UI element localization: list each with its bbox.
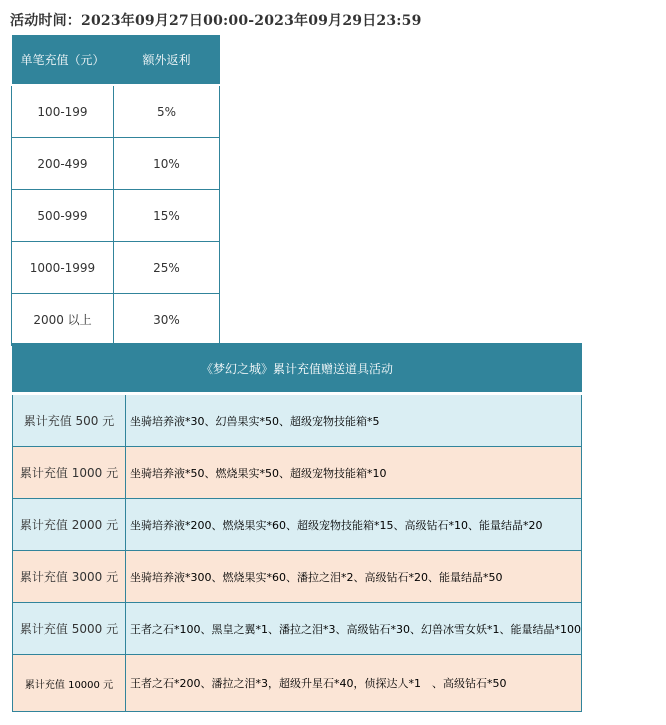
- amount-cell: 500-999: [12, 190, 114, 242]
- gift-table: [12, 343, 582, 712]
- rebate-table-header: [12, 35, 220, 85]
- amount-cell: 200-499: [12, 138, 114, 190]
- gift-table-header: [13, 344, 582, 394]
- amount-cell: 2000 以上: [12, 294, 114, 346]
- rewards-cell: 坐骑培养液*50、燃烧果实*50、超级宠物技能箱*10: [126, 447, 582, 499]
- tier-label: 累计充值 5000 元: [13, 603, 126, 655]
- activity-time: 活动时间：2023年09月27日00:00-2023年09月29日23:59: [10, 13, 422, 29]
- rebate-table: [11, 35, 220, 346]
- table-row: [13, 551, 582, 603]
- rebate-cell: 25%: [114, 242, 220, 294]
- rebate-cell: 10%: [114, 138, 220, 190]
- tier-label: 累计充值 1000 元: [13, 447, 126, 499]
- rebate-cell: 5%: [114, 85, 220, 138]
- table-row: [12, 138, 220, 190]
- table-row: [12, 242, 220, 294]
- table-row: [13, 603, 582, 655]
- table-row: [12, 190, 220, 242]
- table-row: [12, 85, 220, 138]
- column-header-rebate: 额外返利: [114, 35, 220, 85]
- column-header-amount: 单笔充值（元）: [12, 35, 114, 85]
- tier-label: 累计充值 500 元: [13, 394, 126, 447]
- rebate-cell: 30%: [114, 294, 220, 346]
- rewards-cell: 坐骑培养液*300、燃烧果实*60、潘拉之泪*2、高级钻石*20、能量结晶*50: [126, 551, 582, 603]
- amount-cell: 1000-1999: [12, 242, 114, 294]
- tier-label: 累计充值 2000 元: [13, 499, 126, 551]
- table-row: [13, 394, 582, 447]
- rewards-cell: 王者之石*100、黑皇之翼*1、潘拉之泪*3、高级钻石*30、幻兽冰雪女妖*1、能量结晶*100: [126, 603, 582, 655]
- amount-cell: 100-199: [12, 85, 114, 138]
- table-row: [13, 655, 582, 712]
- rewards-cell: 坐骑培养液*200、燃烧果实*60、超级宠物技能箱*15、高级钻石*10、能量结晶*20: [126, 499, 582, 551]
- rewards-cell: 坐骑培养液*30、幻兽果实*50、超级宠物技能箱*5: [126, 394, 582, 447]
- tier-label: 累计充值 3000 元: [13, 551, 126, 603]
- gift-table-title: 《梦幻之城》累计充值赠送道具活动: [13, 344, 582, 394]
- tier-label: 累计充值 10000 元: [13, 655, 126, 712]
- rebate-cell: 15%: [114, 190, 220, 242]
- table-row: [13, 499, 582, 551]
- rewards-cell: 王者之石*200、潘拉之泪*3，超级升星石*40，侦探达人*1 、高级钻石*50: [126, 655, 582, 712]
- table-row: [12, 294, 220, 346]
- table-row: [13, 447, 582, 499]
